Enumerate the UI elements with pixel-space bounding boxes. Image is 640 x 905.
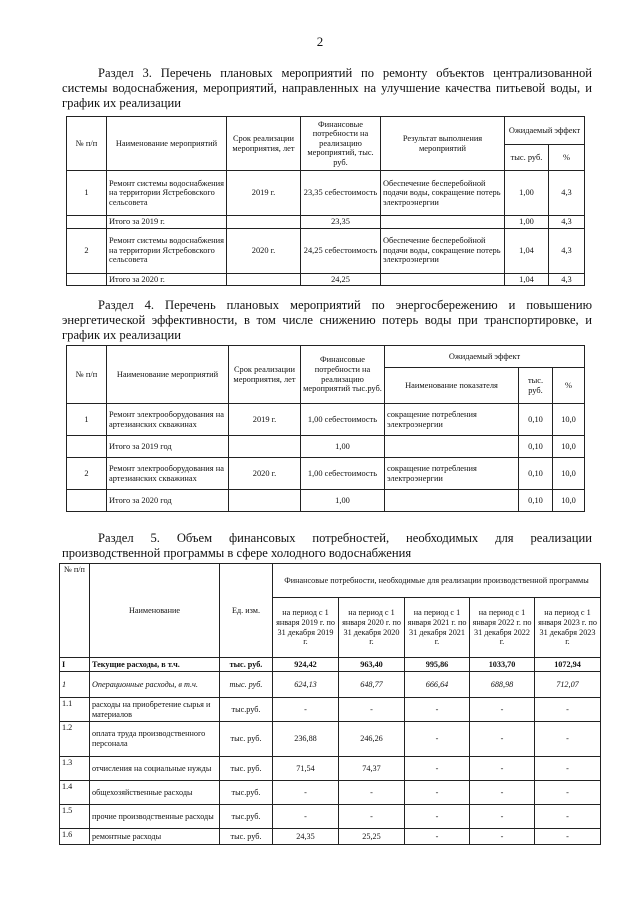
col-period-2020: на период с 1 января 2020 г. по 31 декабря 2020 г. <box>339 598 405 658</box>
col-name: Наименование <box>90 564 220 658</box>
cell-term <box>229 490 301 512</box>
cell-value: 924,42 <box>273 658 339 672</box>
cell-value: - <box>339 698 405 722</box>
cell-value: 74,37 <box>339 757 405 781</box>
cell-value: - <box>405 698 470 722</box>
col-unit-pct: % <box>549 145 585 171</box>
cell-pct: 10,0 <box>553 490 585 512</box>
cell-value: - <box>470 757 535 781</box>
table-row <box>60 658 601 672</box>
cell-unit: тыс. руб. <box>220 672 273 698</box>
table-row <box>67 436 585 458</box>
cell-name: прочие производственные расходы <box>90 805 220 829</box>
cell-indicator <box>385 490 519 512</box>
cell-term <box>227 273 301 286</box>
cell-value: 712,07 <box>535 672 601 698</box>
cell-num: 2 <box>67 228 107 273</box>
cell-num: 1.6 <box>60 829 90 845</box>
table-row <box>67 458 585 490</box>
cell-pct: 4,3 <box>549 228 585 273</box>
table-row <box>60 829 601 845</box>
cell-term <box>227 216 301 229</box>
cell-num: 1.2 <box>60 722 90 757</box>
cell-indicator: сокращение потребления электроэнергии <box>385 404 519 436</box>
cell-num: 2 <box>67 458 107 490</box>
cell-name: отчисления на социальные нужды <box>90 757 220 781</box>
cell-name: Итого за 2019 год <box>107 436 229 458</box>
cell-value: 963,40 <box>339 658 405 672</box>
col-num: № п/п <box>67 346 107 404</box>
col-name: Наименование мероприятий <box>107 117 227 171</box>
cell-term <box>229 436 301 458</box>
col-name: Наименование мероприятий <box>107 346 229 404</box>
cell-term: 2019 г. <box>229 404 301 436</box>
cell-finance: 24,25 себестоимость <box>301 228 381 273</box>
cell-num: 1.4 <box>60 781 90 805</box>
cell-value: - <box>470 805 535 829</box>
cell-pct: 10,0 <box>553 458 585 490</box>
cell-name: Итого за 2020 год <box>107 490 229 512</box>
col-term: Срок реализации мероприятия, лет <box>229 346 301 404</box>
cell-name: ремонтные расходы <box>90 829 220 845</box>
table-row <box>67 490 585 512</box>
cell-value: - <box>535 805 601 829</box>
cell-value: - <box>535 757 601 781</box>
cell-value: - <box>470 829 535 845</box>
cell-num: 1 <box>67 171 107 216</box>
cell-num: 1.3 <box>60 757 90 781</box>
cell-num: I <box>60 658 90 672</box>
cell-unit: тыс. руб. <box>220 722 273 757</box>
cell-unit: тыс. руб. <box>220 658 273 672</box>
cell-value: - <box>535 829 601 845</box>
col-finance: Финансовые потребности на реализацию мероприятий, тыс. руб. <box>301 117 381 171</box>
cell-value: 71,54 <box>273 757 339 781</box>
cell-num: 1 <box>67 404 107 436</box>
cell-value: - <box>405 781 470 805</box>
table-row <box>67 404 585 436</box>
col-period-2019: на период с 1 января 2019 г. по 31 декабря 2019 г. <box>273 598 339 658</box>
cell-result: Обеспечение бесперебойной подачи воды, сокращение потерь электроэнергии <box>381 171 505 216</box>
cell-value: - <box>405 722 470 757</box>
cell-name: расходы на приобретение сырья и материалов <box>90 698 220 722</box>
col-period-2022: на период с 1 января 2022 г. по 31 декабря 2022 г. <box>470 598 535 658</box>
cell-value: - <box>405 805 470 829</box>
table-row <box>67 228 585 273</box>
col-unit: Ед. изм. <box>220 564 273 658</box>
cell-rub: 0,10 <box>519 458 553 490</box>
cell-value: - <box>273 805 339 829</box>
col-unit-rub: тыс. руб. <box>519 368 553 404</box>
cell-rub: 0,10 <box>519 490 553 512</box>
cell-result: Обеспечение бесперебойной подачи воды, сокращение потерь электроэнергии <box>381 228 505 273</box>
cell-term: 2019 г. <box>227 171 301 216</box>
cell-num <box>67 436 107 458</box>
table-row <box>60 698 601 722</box>
col-period-2023: на период с 1 января 2023 г. по 31 декабря 2023 г. <box>535 598 601 658</box>
cell-num <box>67 216 107 229</box>
cell-rub: 1,00 <box>505 216 549 229</box>
cell-term: 2020 г. <box>229 458 301 490</box>
page-number: 2 <box>316 34 324 49</box>
cell-value: - <box>273 781 339 805</box>
col-period-2021: на период с 1 января 2021 г. по 31 декабря 2021 г. <box>405 598 470 658</box>
cell-name: Текущие расходы, в т.ч. <box>90 658 220 672</box>
cell-term: 2020 г. <box>227 228 301 273</box>
cell-pct: 4,3 <box>549 216 585 229</box>
table-row <box>60 781 601 805</box>
cell-num <box>67 490 107 512</box>
cell-value: - <box>470 698 535 722</box>
section-5-title: Раздел 5. Объем финансовых потребностей, необходимых для реализации производственной программы в сфере холодного водоснабжения <box>62 531 592 560</box>
table-row <box>60 805 601 829</box>
cell-rub: 1,04 <box>505 273 549 286</box>
cell-result <box>381 273 505 286</box>
cell-unit: тыс. руб. <box>220 757 273 781</box>
cell-indicator: сокращение потребления электроэнергии <box>385 458 519 490</box>
cell-value: - <box>470 722 535 757</box>
cell-name: Ремонт системы водоснабжения на территории Ястребовского сельсовета <box>107 171 227 216</box>
cell-finance: 1,00 <box>301 436 385 458</box>
cell-finance: 1,00 себестоимость <box>301 458 385 490</box>
cell-result <box>381 216 505 229</box>
table-row <box>60 757 601 781</box>
cell-finance: 1,00 себестоимость <box>301 404 385 436</box>
cell-pct: 4,3 <box>549 171 585 216</box>
cell-value: - <box>535 698 601 722</box>
cell-value: 236,88 <box>273 722 339 757</box>
table-row <box>67 216 585 229</box>
cell-name: Операционные расходы, в т.ч. <box>90 672 220 698</box>
col-finance: Финансовые потребности на реализацию мероприятий тыс.руб. <box>301 346 385 404</box>
cell-value: 246,26 <box>339 722 405 757</box>
cell-value: 648,77 <box>339 672 405 698</box>
cell-value: - <box>339 781 405 805</box>
cell-value: - <box>535 781 601 805</box>
col-result: Результат выполнения мероприятий <box>381 117 505 171</box>
cell-name: Ремонт системы водоснабжения на территории Ястребовского сельсовета <box>107 228 227 273</box>
section-4-table <box>66 345 585 512</box>
cell-value: - <box>405 757 470 781</box>
cell-indicator <box>385 436 519 458</box>
cell-unit: тыс.руб. <box>220 805 273 829</box>
cell-finance: 23,35 себестоимость <box>301 171 381 216</box>
cell-value: - <box>273 698 339 722</box>
cell-value: 1033,70 <box>470 658 535 672</box>
col-indicator: Наименование показателя <box>385 368 519 404</box>
cell-unit: тыс.руб. <box>220 698 273 722</box>
cell-pct: 10,0 <box>553 404 585 436</box>
cell-num: 1 <box>60 672 90 698</box>
cell-name: Итого за 2019 г. <box>107 216 227 229</box>
cell-name: оплата труда производственного персонала <box>90 722 220 757</box>
cell-finance: 23,35 <box>301 216 381 229</box>
col-effect: Ожидаемый эффект <box>505 117 585 145</box>
cell-rub: 1,00 <box>505 171 549 216</box>
col-finance: Финансовые потребности, необходимые для реализации производственной программы <box>273 564 601 598</box>
table-row <box>60 722 601 757</box>
cell-num: 1.5 <box>60 805 90 829</box>
cell-value: - <box>535 722 601 757</box>
col-num: № п/п <box>60 564 90 658</box>
cell-name: Ремонт электрооборудования на артезианских скважинах <box>107 458 229 490</box>
section-3-table <box>66 116 585 286</box>
cell-value: 688,98 <box>470 672 535 698</box>
col-effect: Ожидаемый эффект <box>385 346 585 368</box>
cell-value: - <box>470 781 535 805</box>
col-num: № п/п <box>67 117 107 171</box>
cell-rub: 0,10 <box>519 436 553 458</box>
cell-value: 666,64 <box>405 672 470 698</box>
cell-value: 24,35 <box>273 829 339 845</box>
cell-finance: 24,25 <box>301 273 381 286</box>
section-4-title: Раздел 4. Перечень плановых мероприятий по энергосбережению и повышению энергетической эффективности, в том числе снижению потерь воды при транспортировке, и график их реализации <box>62 298 592 342</box>
col-unit-pct: % <box>553 368 585 404</box>
cell-value: 995,86 <box>405 658 470 672</box>
table-row <box>60 672 601 698</box>
cell-name: Итого за 2020 г. <box>107 273 227 286</box>
table-row <box>67 273 585 286</box>
col-unit-rub: тыс. руб. <box>505 145 549 171</box>
section-5-table <box>59 563 601 845</box>
cell-finance: 1,00 <box>301 490 385 512</box>
cell-name: Ремонт электрооборудования на артезианских скважинах <box>107 404 229 436</box>
cell-value: - <box>339 805 405 829</box>
cell-unit: тыс.руб. <box>220 781 273 805</box>
cell-pct: 10,0 <box>553 436 585 458</box>
cell-name: общехозяйственные расходы <box>90 781 220 805</box>
table-row <box>67 171 585 216</box>
cell-value: 624,13 <box>273 672 339 698</box>
cell-value: 25,25 <box>339 829 405 845</box>
cell-unit: тыс. руб. <box>220 829 273 845</box>
section-3-title: Раздел 3. Перечень плановых мероприятий по ремонту объектов централизованной системы водоснабжения, мероприятий, направленных на улучшение качества питьевой воды, и график их реализации <box>62 66 592 110</box>
col-term: Срок реализации мероприятия, лет <box>227 117 301 171</box>
cell-rub: 1,04 <box>505 228 549 273</box>
cell-rub: 0,10 <box>519 404 553 436</box>
cell-value: - <box>405 829 470 845</box>
cell-pct: 4,3 <box>549 273 585 286</box>
cell-value: 1072,94 <box>535 658 601 672</box>
cell-num <box>67 273 107 286</box>
cell-num: 1.1 <box>60 698 90 722</box>
